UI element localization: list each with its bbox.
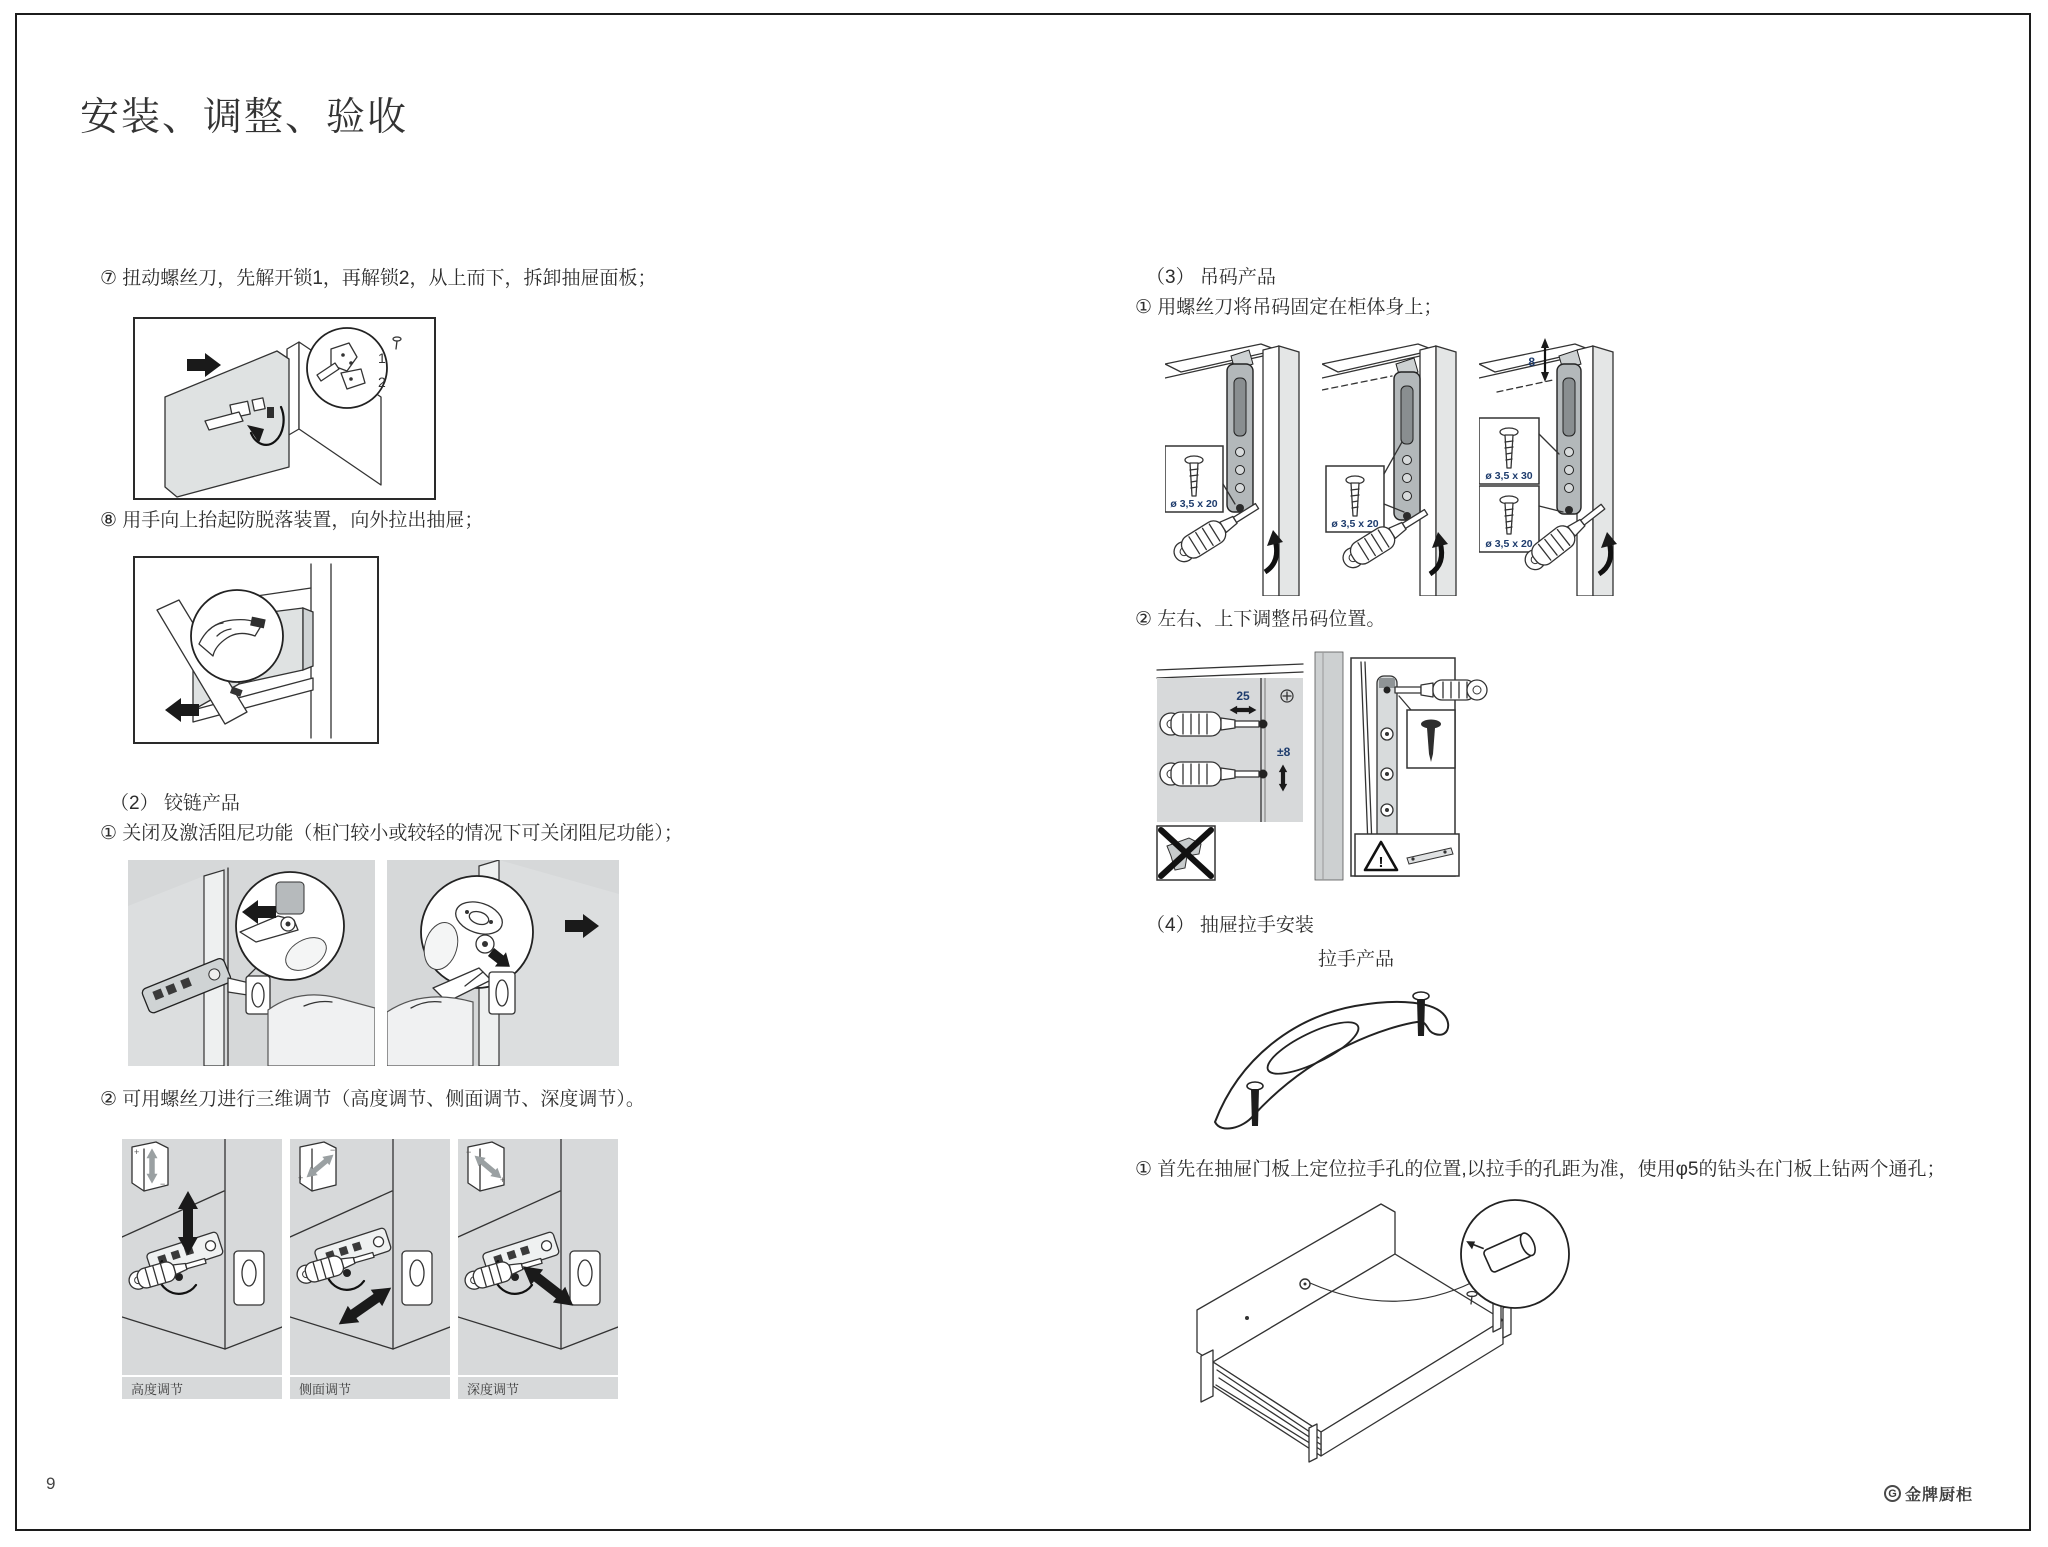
step-8-text: ⑧ 用手向上抬起防脱落装置，向外拉出抽屉； [100,510,484,531]
caption-height-label: 高度调节 [131,1381,184,1397]
brand-mark-icon: G [1884,1485,1901,1502]
plus-mark: + [500,1175,506,1185]
brand-name: 金牌厨柜 [1905,1487,1974,1504]
bracket-1-illustration [1165,334,1315,596]
plus-mark: + [298,1173,304,1183]
caption-side-label: 侧面调节 [299,1381,352,1397]
brand-logo [1884,1482,1973,1505]
figure-bracket-screw-2 [1322,334,1472,596]
hinge-damper-on-illustration [387,860,619,1066]
handle-product-label: 拉手产品 [1318,949,1395,970]
bracket-2-illustration [1322,334,1472,596]
page-title: 安装、调整、验收 [80,96,409,139]
dim-25-label: 25 [1236,689,1250,703]
lock-1-label: 1 [378,350,386,366]
screw-size-label: ø 3,5 x 20 [1485,538,1533,550]
caption-height-adjust [122,1377,282,1399]
screw-pin-icon [1421,720,1441,729]
depth-adjust-illustration [458,1139,618,1375]
figure-handle-product [1195,982,1525,1142]
section-2-step-1: ① 关闭及激活阻尼功能（柜门较小或较轻的情况下可关闭阻尼功能）； [100,823,683,844]
caption-side-adjust [290,1377,450,1399]
section-3-heading: （3） 吊码产品 [1146,267,1276,288]
page-number: 9 [46,1474,56,1493]
warning-mark: ! [1378,854,1384,871]
figure-side-adjust [290,1139,450,1375]
unlock-illustration [135,319,434,498]
caption-depth-label: 深度调节 [467,1381,520,1397]
push-arrow-icon [187,353,221,377]
section-2-step-2: ② 可用螺丝刀进行三维调节（高度调节、侧面调节、深度调节）。 [100,1089,645,1110]
figure-drawer-drilling [1185,1192,1585,1467]
screw-size-label: ø 3,5 x 20 [1170,498,1218,510]
handle-outline [1215,1002,1448,1129]
offset-8-label: 8 [1528,355,1535,369]
minus-mark: − [466,1147,472,1157]
figure-unlock-drawer-panel [133,317,436,500]
figure-bracket-adjust [1155,650,1490,882]
plus-mark: + [134,1147,140,1157]
section-4-step-1: ① 首先在抽屉门板上定位拉手孔的位置,以拉手的孔距为准，使用φ5的钻头在门板上钻两个通孔； [1135,1159,1946,1180]
minus-mark: − [330,1145,336,1155]
figure-bracket-screw-3 [1479,334,1629,596]
drawer-drilling-illustration [1185,1192,1585,1467]
section-3-step-1: ① 用螺丝刀将吊码固定在柜体身上； [1135,297,1443,318]
figure-depth-adjust [458,1139,618,1375]
caption-depth-adjust [458,1377,618,1399]
side-adjust-illustration [290,1139,450,1375]
minus-mark: − [160,1179,166,1189]
figure-hinge-damper-on [387,860,619,1066]
handle-illustration [1195,982,1525,1142]
screw-size-label: ø 3,5 x 30 [1485,470,1533,482]
bracket-3-illustration [1479,334,1629,596]
figure-height-adjust [122,1139,282,1375]
lock-2-label: 2 [378,374,386,390]
figure-hinge-damper-off [128,860,375,1066]
dim-pm8-label: ±8 [1277,745,1291,759]
bracket-adjust-illustration [1155,650,1490,882]
section-2-heading: （2） 铰链产品 [110,793,240,814]
section-3-step-2: ② 左右、上下调整吊码位置。 [1135,609,1386,630]
hinge-damper-off-illustration [128,860,375,1066]
figure-pull-out-drawer [133,556,379,744]
height-adjust-illustration [122,1139,282,1375]
step-7-text: ⑦ 扭动螺丝刀，先解开锁1，再解锁2，从上而下，拆卸抽屉面板； [100,268,657,289]
pull-out-illustration [135,558,377,742]
section-4-heading: （4） 抽屉拉手安装 [1146,915,1314,936]
screw-size-label: ø 3,5 x 20 [1331,518,1379,530]
figure-bracket-screw-1 [1165,334,1315,596]
